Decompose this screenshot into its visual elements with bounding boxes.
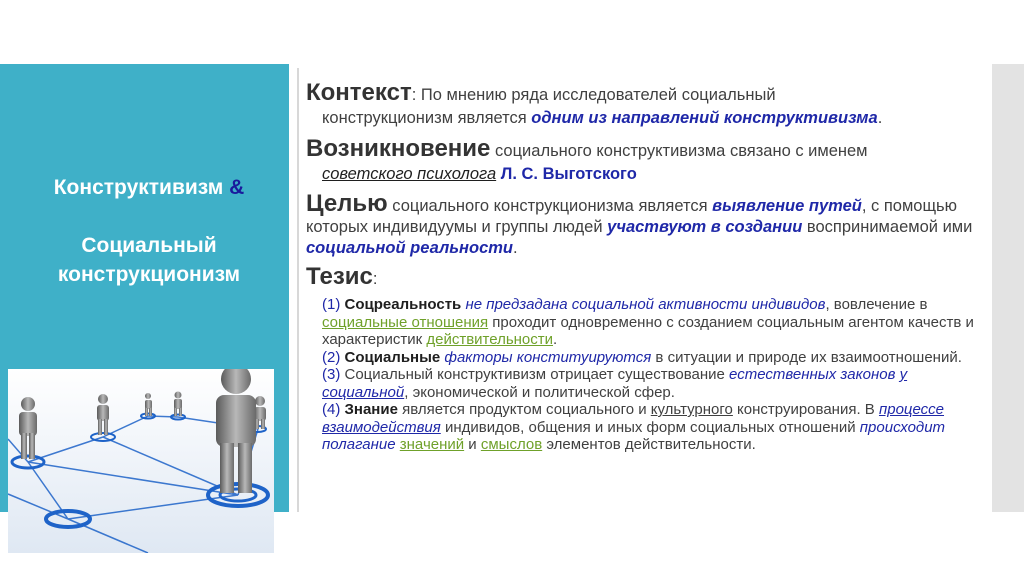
origin-text: социального конструктивизма связано с именем: [490, 142, 868, 160]
thesis-4-text-3: индивидов, общения и иных форм социальных отношений: [440, 418, 860, 436]
network-illustration: [8, 369, 274, 553]
thesis-heading-line: [306, 263, 986, 294]
origin-heading: Возникновение: [306, 135, 491, 162]
thesis-colon: :: [372, 270, 378, 288]
thesis-item-3: [322, 366, 986, 401]
thesis-4-bold: Знание: [340, 401, 398, 418]
context-dot: .: [877, 109, 883, 127]
context-text-1: : По мнению ряда исследователей социальный: [411, 86, 776, 104]
thesis-1-text-1: , вовлечение в: [825, 296, 928, 313]
thesis-2-bold: Социальные: [340, 348, 445, 366]
reality-link[interactable]: действительности: [426, 331, 554, 348]
title-line-constructivism: Конструктивизм: [53, 176, 224, 199]
goal-text-3: воспринимаемой ими: [802, 218, 973, 236]
thesis-item-2: [322, 349, 986, 367]
thesis-4-underlined: культурного: [650, 401, 733, 418]
thesis-item-1: [322, 296, 986, 349]
context-heading: Контекст: [306, 79, 412, 106]
origin-psychologist-link[interactable]: советского психолога: [322, 165, 497, 183]
thesis-list: [306, 296, 986, 454]
thesis-4-text-2: конструирования. В: [732, 401, 879, 418]
right-edge-bar: [992, 64, 1024, 512]
goal-emphasis-1: выявление путей: [712, 197, 862, 215]
title-line-social: Социальный: [81, 234, 217, 257]
num-open: (: [322, 366, 327, 383]
goal-dot: .: [513, 239, 518, 257]
num-open: (: [322, 296, 327, 313]
goal-emphasis-3: социальной реальности: [306, 239, 514, 257]
goal-text-2: , с помощью которых индивидуумы и группы людей: [306, 197, 958, 236]
thesis-4-italic-2: происходит полагание: [322, 418, 946, 453]
social-relations-link[interactable]: социальные отношения: [322, 313, 489, 331]
num-open: (: [322, 401, 327, 418]
origin-paragraph: [306, 135, 986, 186]
num-close: ): [335, 296, 341, 313]
thesis-4-text-1: является продуктом социального и: [397, 401, 651, 418]
num: 3: [327, 366, 336, 383]
goal-text-1: социального конструкционизма является: [387, 197, 713, 215]
num-open: (: [322, 348, 327, 366]
content-text: [306, 79, 986, 454]
origin-name: Л. С. Выготского: [496, 165, 637, 183]
slide-title: [18, 173, 280, 289]
goal-emphasis-2: участвуют в создании: [607, 218, 803, 236]
num: 2: [327, 348, 336, 366]
thesis-item-4: [322, 401, 986, 454]
network-people-image: [8, 369, 274, 553]
thesis-1-italic: не предзадана социальной активности индивидов: [465, 296, 826, 313]
thesis-2-italic: факторы конституируются: [444, 348, 652, 366]
context-text-2: конструкционизм является: [322, 109, 532, 127]
thesis-4-italic-1: процессе взаимодействия: [322, 401, 945, 436]
content-divider: [297, 68, 299, 512]
num: 1: [327, 296, 336, 313]
num-close: ): [335, 401, 341, 418]
senses-link[interactable]: смыслов: [480, 436, 543, 453]
thesis-2-text: в ситуации и природе их взаимоотношений.: [651, 348, 962, 366]
thesis-1-bold: Соцреальность: [340, 296, 466, 313]
num-close: ): [335, 348, 341, 366]
goal-paragraph: [306, 190, 986, 259]
thesis-4-text-4: элементов действительности.: [542, 436, 756, 453]
thesis-1-text-2: проходит одновременно с созданием социальным агентом качеств и характеристик: [322, 313, 974, 348]
thesis-heading: Тезис: [306, 263, 373, 290]
thesis-4-and: и: [464, 436, 481, 453]
thesis-3-text-1: Социальный конструктивизм отрицает существование: [340, 366, 730, 383]
title-line-constructionism: конструкционизм: [57, 263, 241, 286]
meanings-link[interactable]: значений: [399, 436, 465, 453]
num: 4: [327, 401, 336, 418]
thesis-3-italic: естественных законов: [729, 366, 900, 383]
context-emphasis: одним из направлений конструктивизма: [531, 109, 878, 127]
title-ampersand: &: [229, 176, 245, 199]
goal-heading: Целью: [306, 190, 388, 217]
thesis-3-text-2: , экономической и политической сфер.: [404, 383, 675, 401]
context-paragraph: [306, 79, 986, 130]
thesis-3-italic-underlined: у социальной: [322, 366, 908, 401]
num-close: ): [335, 366, 341, 383]
thesis-1-dot: .: [553, 331, 558, 348]
